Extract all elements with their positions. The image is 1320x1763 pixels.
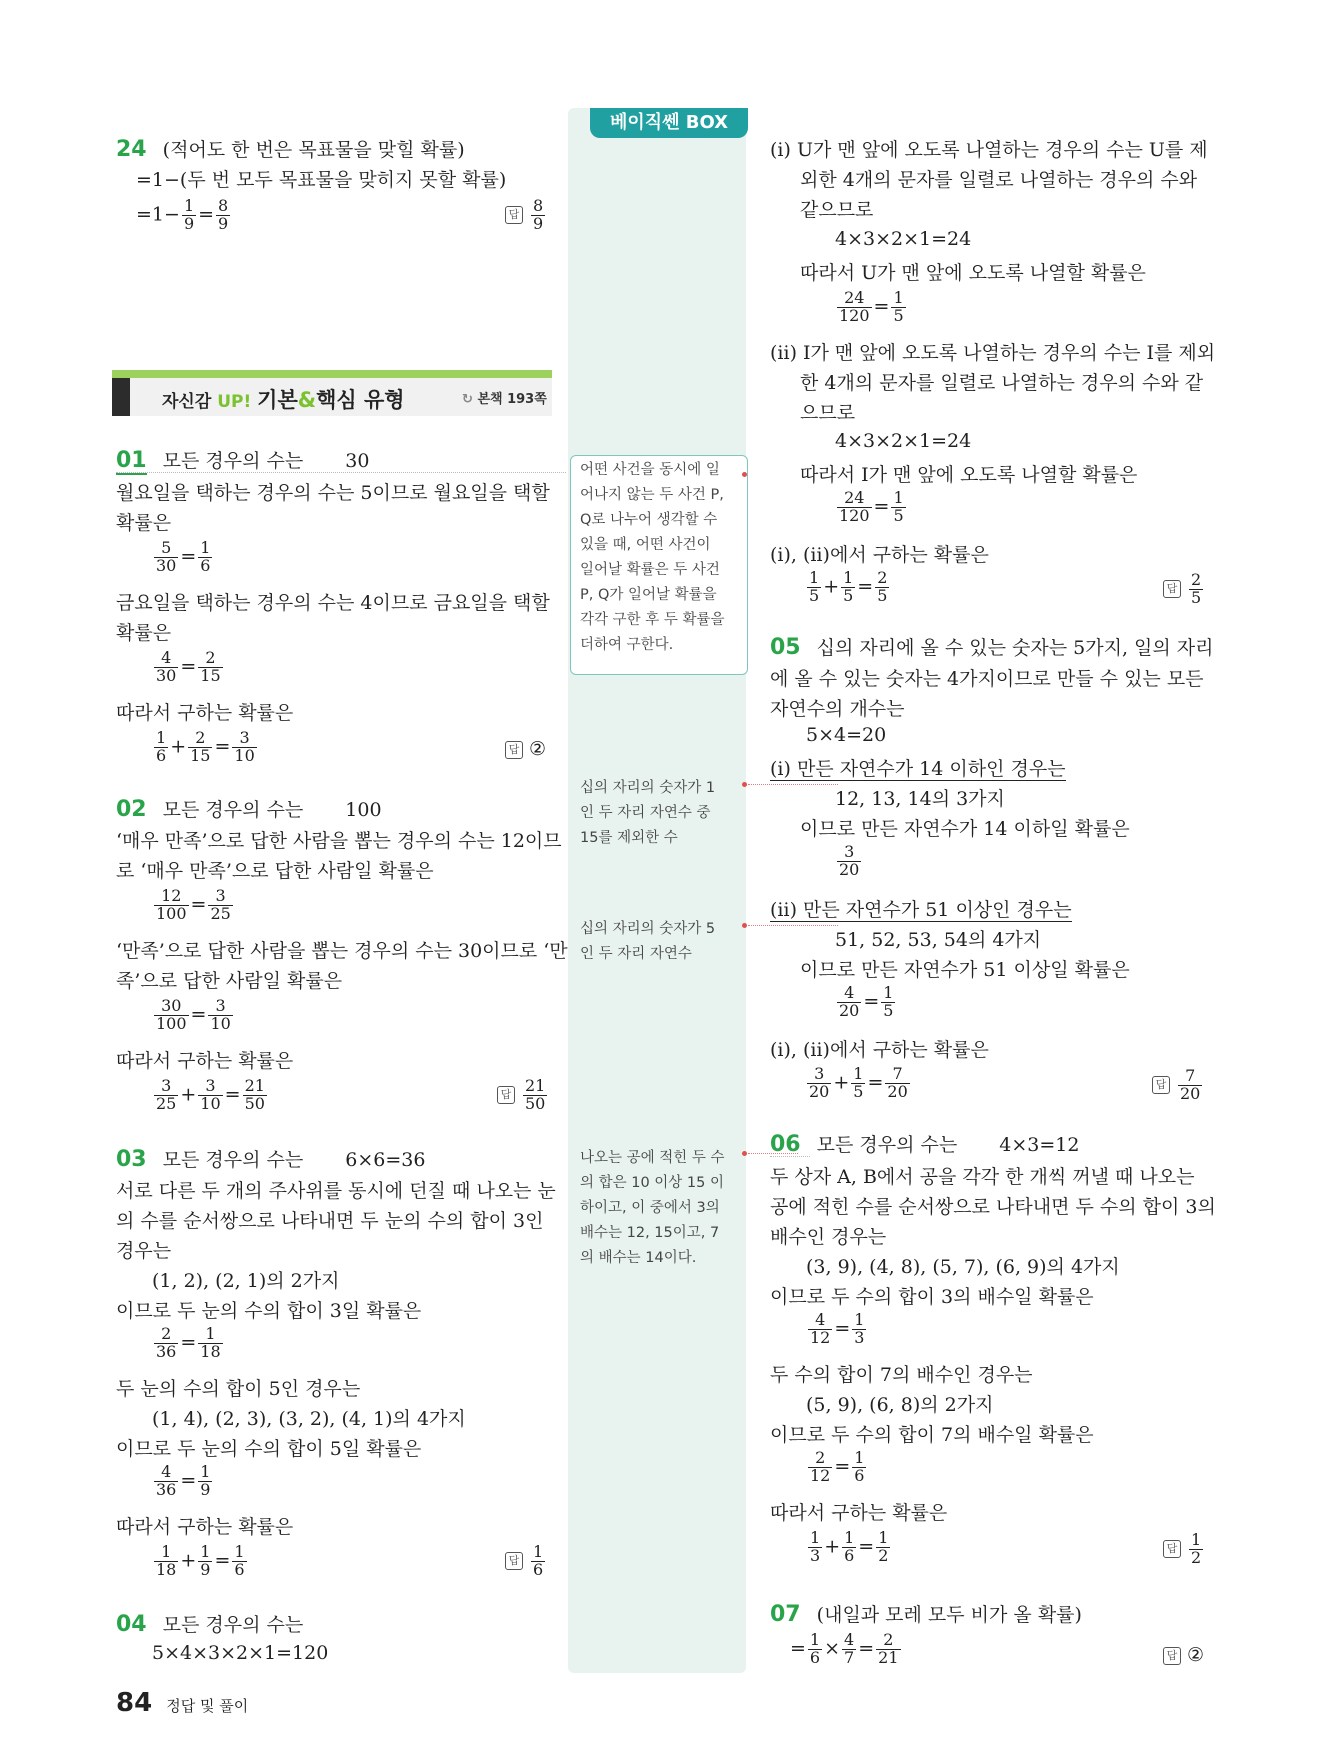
answer: 답 $\frac{8}{9}$ bbox=[505, 198, 547, 233]
problem-number: 05 bbox=[770, 635, 801, 660]
answer-icon: 답 bbox=[497, 1086, 515, 1104]
note-2: 십의 자리의 숫자가 1 인 두 자리 자연수 중 15를 제외한 수 bbox=[580, 780, 716, 846]
answer: 답 $\frac{7}{20}$ bbox=[1152, 1068, 1204, 1103]
basic-box-panel bbox=[568, 108, 746, 1673]
connector-line bbox=[748, 925, 838, 926]
answer-icon: 답 bbox=[1152, 1076, 1170, 1094]
problem-number: 07 bbox=[770, 1602, 801, 1627]
answer: 답 ② bbox=[505, 738, 546, 760]
problem-number: 01 bbox=[116, 448, 147, 473]
note-3: 십의 자리의 숫자가 5 인 두 자리 자연수 bbox=[580, 921, 716, 962]
connector-dot bbox=[742, 472, 747, 477]
connector-dot bbox=[742, 923, 747, 928]
note-1: 어떤 사건을 동시에 일 어나지 않는 두 사건 P, Q로 나누어 생각할 수 있을 때, 어떤 사건이 일어날 확률은 두 사건 P, Q가 일어날 확률을 각각 구한 후 두 확률을 더하여 구한다. bbox=[580, 462, 725, 653]
answer-icon: 답 bbox=[1163, 580, 1181, 598]
answer: 답 $\frac{1}{2}$ bbox=[1163, 1532, 1205, 1567]
answer-icon: 답 bbox=[505, 1552, 523, 1570]
answer-icon: 답 bbox=[505, 741, 523, 759]
answer: 답 ② bbox=[1163, 1644, 1204, 1666]
problem-number: 03 bbox=[116, 1147, 147, 1172]
refresh-icon: ↻ bbox=[462, 392, 473, 407]
answer-icon: 답 bbox=[1163, 1647, 1181, 1665]
footer: 84 정답 및 풀이 bbox=[116, 1688, 249, 1718]
problem-number: 02 bbox=[116, 797, 147, 822]
connector-dot bbox=[742, 1151, 747, 1156]
problem-number: 06 bbox=[770, 1132, 801, 1157]
page-number: 84 bbox=[116, 1688, 153, 1718]
answer: 답 $\frac{1}{6}$ bbox=[505, 1544, 547, 1579]
problem-number: 24 bbox=[116, 137, 147, 162]
basic-box-title: 베이직쎈 BOX bbox=[590, 108, 748, 138]
answer: 답 $\frac{2}{5}$ bbox=[1163, 572, 1205, 607]
connector-line bbox=[748, 784, 838, 785]
answer-icon: 답 bbox=[505, 206, 523, 224]
connector-dot bbox=[742, 782, 747, 787]
section-header: 자신감 UP! 기본&핵심 유형 ↻ 본책 193쪽 bbox=[112, 370, 552, 416]
problem-number: 04 bbox=[116, 1612, 147, 1637]
note-4: 나오는 공에 적힌 두 수 의 합은 10 이상 15 이 하이고, 이 중에서 3의 배수는 12, 15이고, 7 의 배수는 14이다. bbox=[580, 1150, 725, 1266]
answer: 답 $\frac{21}{50}$ bbox=[497, 1078, 549, 1113]
answer-icon: 답 bbox=[1163, 1540, 1181, 1558]
